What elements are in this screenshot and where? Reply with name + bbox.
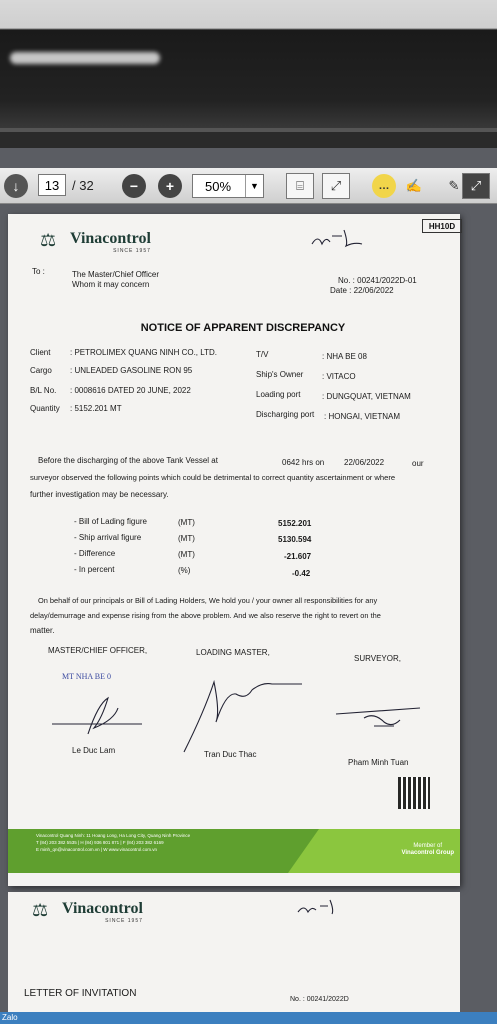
to-line1: The Master/Chief Officer <box>72 270 159 279</box>
row-unit: (MT) <box>178 550 195 559</box>
highlight-text-icon[interactable]: ✍ <box>405 178 423 193</box>
row-value: 5152.201 <box>278 519 312 528</box>
cargo-value: : UNLEADED GASOLINE RON 95 <box>70 366 193 375</box>
page-number-input[interactable]: 13 <box>38 174 66 196</box>
chevron-down-icon[interactable]: ▼ <box>245 175 263 197</box>
bl-label: B/L No. <box>30 386 57 395</box>
row-label: - Ship arrival figure <box>74 533 142 542</box>
master-signature <box>48 684 148 740</box>
row-label: - Bill of Lading figure <box>74 517 147 526</box>
master-name: Le Duc Lam <box>72 746 116 755</box>
logo-icon: ⚖ <box>40 230 57 250</box>
letter-number: No. : 00241/2022D <box>290 996 349 1003</box>
surveyor-label: SURVEYOR, <box>354 654 401 663</box>
bl-value: : 0008616 DATED 20 JUNE, 2022 <box>70 386 191 395</box>
page-footer <box>8 829 460 873</box>
zoom-out-button[interactable]: − <box>122 174 146 198</box>
handwritten-initials <box>308 226 368 250</box>
cargo-label: Cargo <box>30 366 52 375</box>
paragraph2-line1: On behalf of our principals or Bill of Lading Holders, We hold you / your owner all responsibilities for any <box>38 596 378 605</box>
paragraph2-line2: delay/demurrage and expense rising from the above problem. And we also reserve the right to revert on the <box>30 611 381 620</box>
surveyor-name: Pham Minh Tuan <box>348 758 409 767</box>
document-number: No. : 00241/2022D-01 <box>338 276 417 285</box>
tv-value: : NHA BE 08 <box>322 352 367 361</box>
fit-page-icon[interactable]: ⌸ <box>286 173 314 199</box>
logo-icon: ⚖ <box>32 900 49 920</box>
zoom-select[interactable] <box>192 174 264 198</box>
row-unit: (%) <box>178 566 191 575</box>
zalo-taskbar-label[interactable]: Zalo <box>2 1013 18 1022</box>
paragraph1-time: 0642 hrs on <box>282 458 325 467</box>
windows-taskbar <box>0 1012 497 1024</box>
bezel-edge <box>0 128 497 132</box>
row-value: -0.42 <box>292 569 311 578</box>
row-unit: (MT) <box>178 534 195 543</box>
to-line2: Whom it may concern <box>72 280 150 289</box>
paragraph1-line2: surveyor observed the following points which could be detrimental to correct quantity ascertainment or where <box>30 473 396 482</box>
paragraph1-date: 22/06/2022 <box>344 458 385 467</box>
sign-icon[interactable]: ✎ <box>448 178 460 193</box>
owner-label: Ship's Owner <box>256 370 304 379</box>
to-label: To : <box>32 267 45 276</box>
row-value: -21.607 <box>284 552 312 561</box>
qr-code <box>398 777 430 809</box>
client-label: Client <box>30 348 51 357</box>
footer-contact: E minh_qn@vinacontrol.com.vn | W www.vinacontrol.com.vn <box>36 847 158 852</box>
row-label: - Difference <box>74 549 116 558</box>
zoom-in-button[interactable]: + <box>158 174 182 198</box>
tv-label: T/V <box>256 350 269 359</box>
loading-master-label: LOADING MASTER, <box>196 648 270 657</box>
paragraph1-our: our <box>412 459 424 468</box>
document-date: Date : 22/06/2022 <box>330 286 394 295</box>
pdf-page <box>8 214 460 886</box>
letter-title: LETTER OF INVITATION <box>24 988 137 999</box>
footer-address: Vinacontrol Quang Ninh: 11 Hoang Long, Ha Long City, Quang Ninh Province <box>36 833 191 838</box>
discharging-port-value: : HONGAI, VIETNAM <box>324 412 401 421</box>
pdf-next-page <box>8 892 460 1024</box>
member-badge: Member of Vinacontrol Group <box>401 843 454 856</box>
handwritten-initials <box>294 896 344 918</box>
loading-port-label: Loading port <box>256 390 301 399</box>
fit-width-icon[interactable]: ⤢ <box>322 173 350 199</box>
zoom-value: 50% <box>205 178 232 194</box>
loading-port-value: : DUNGQUAT, VIETNAM <box>322 392 411 401</box>
vinacontrol-logo: ⚖ Vinacontrol SINCE 1957 <box>40 230 151 254</box>
row-label: - In percent <box>74 565 115 574</box>
next-page-down-icon[interactable]: ↓ <box>4 174 28 198</box>
comment-icon[interactable]: … <box>372 174 396 198</box>
surveyor-signature <box>334 696 424 736</box>
monitor-bezel <box>0 0 497 130</box>
page-total: / 32 <box>72 178 94 193</box>
footer-phone: T (84) 203 382 5535 | H (84) 936 801 871 | F (84) 203 382 6169 <box>36 840 164 845</box>
client-value: : PETROLIMEX QUANG NINH CO., LTD. <box>70 348 217 357</box>
master-signature-label: MASTER/CHIEF OFFICER, <box>48 646 148 655</box>
owner-value: : VITACO <box>322 372 356 381</box>
quantity-value: : 5152.201 MT <box>70 404 122 413</box>
pdf-toolbar <box>0 168 497 204</box>
row-unit: (MT) <box>178 518 195 527</box>
row-value: 5130.594 <box>278 535 312 544</box>
ship-stamp: MT NHA BE 0 <box>62 672 111 681</box>
page-title: NOTICE OF APPARENT DISCREPANCY <box>140 322 346 334</box>
fullscreen-icon[interactable]: ⤢ <box>462 173 490 199</box>
loading-master-name: Tran Duc Thac <box>204 750 257 759</box>
screen-glare <box>10 52 160 64</box>
vinacontrol-logo: ⚖ Vinacontrol SINCE 1957 <box>32 900 143 924</box>
paragraph1-start: Before the discharging of the above Tank Vessel at <box>38 456 218 465</box>
pdf-viewer <box>0 148 497 1024</box>
paragraph2-line3: matter. <box>30 626 55 635</box>
form-code: HH10D <box>422 219 462 233</box>
loading-master-signature <box>178 666 308 756</box>
discharging-port-label: Discharging port <box>256 410 315 419</box>
paragraph1-line3: further investigation may be necessary. <box>30 490 169 499</box>
quantity-label: Quantity <box>30 404 60 413</box>
